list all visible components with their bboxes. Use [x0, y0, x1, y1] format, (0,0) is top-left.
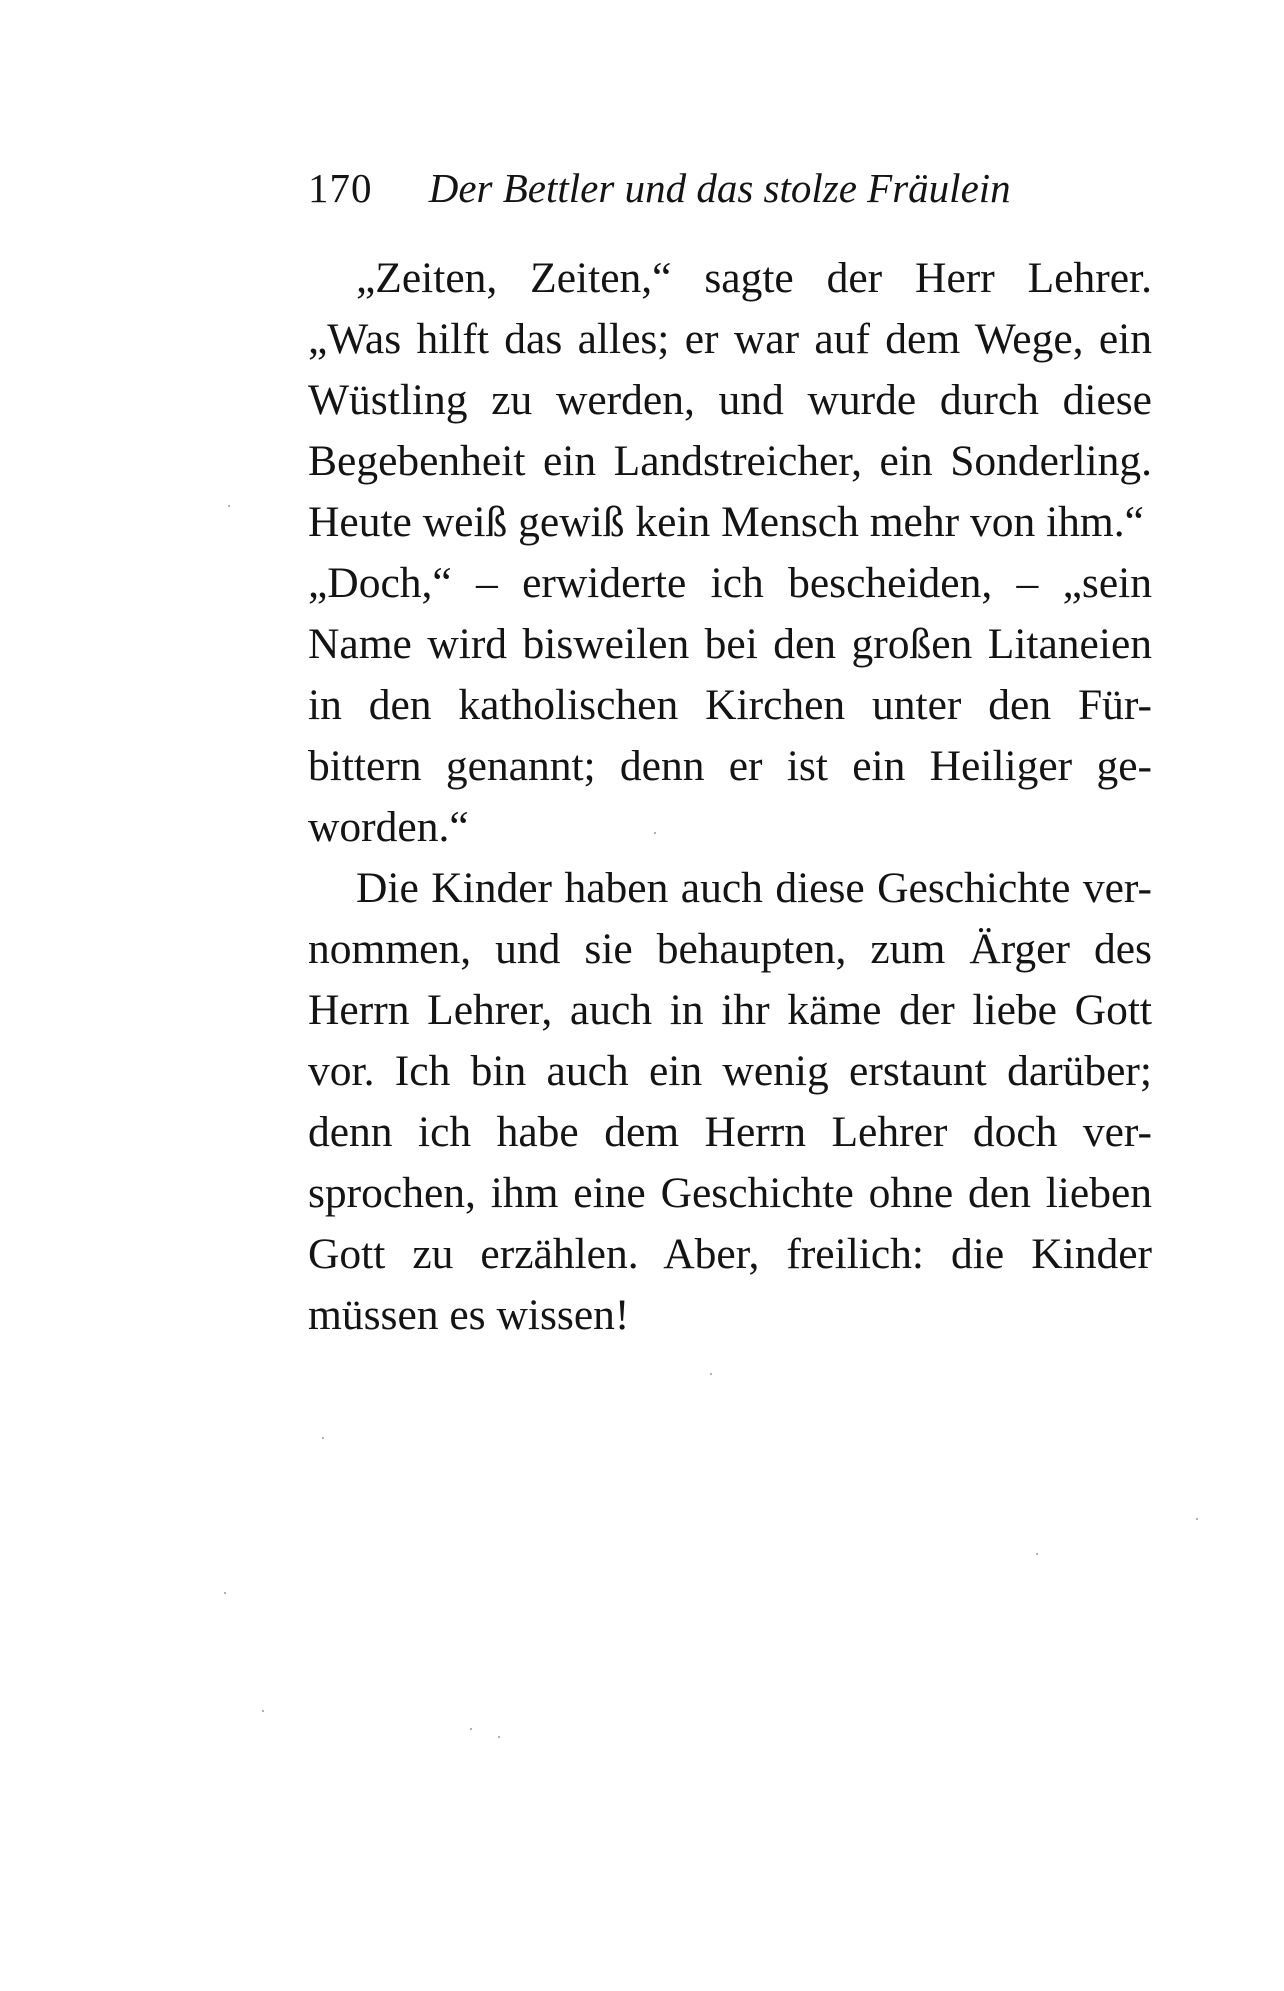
paragraph — [308, 248, 1152, 553]
scan-speck — [470, 1728, 472, 1730]
text-line: sprochen, ihm eine Geschichte ohne den lieben — [308, 1169, 1152, 1217]
text-line: Heute weiß gewiß kein Mensch mehr von ihm.“ — [308, 498, 1144, 546]
text-line: nommen, und sie behaupten, zum Ärger des — [308, 925, 1152, 973]
text-line: Herrn Lehrer, auch in ihr käme der liebe Gott — [308, 986, 1152, 1034]
text-line: Begebenheit ein Landstreicher, ein Sonderling. — [308, 437, 1152, 485]
text-line: Gott zu erzählen. Aber, freilich: die Kinder — [308, 1230, 1152, 1278]
text-line: Name wird bisweilen bei den großen Litaneien — [308, 620, 1152, 668]
scan-speck — [654, 832, 656, 834]
scan-speck — [322, 1437, 324, 1439]
text-line: müssen es wissen! — [308, 1291, 630, 1339]
scan-speck — [262, 1710, 264, 1712]
scan-speck — [224, 1592, 226, 1594]
text-line: „Doch,“ – erwiderte ich bescheiden, – „sein — [308, 559, 1152, 607]
scan-speck — [710, 1373, 712, 1375]
text-line: worden.“ — [308, 803, 469, 851]
body-text — [308, 248, 1152, 1346]
text-line: denn ich habe dem Herrn Lehrer doch ver- — [308, 1108, 1152, 1156]
text-line: in den katholischen Kirchen unter den Für- — [308, 681, 1152, 729]
paragraph — [308, 858, 1152, 1346]
scan-speck — [228, 505, 230, 507]
text-line: „Was hilft das alles; er war auf dem Wege, ein — [308, 315, 1152, 363]
page-number: 170 — [308, 165, 373, 211]
scan-speck — [1036, 1553, 1038, 1555]
scan-speck — [1196, 1518, 1198, 1520]
running-title: Der Bettler und das stolze Fräulein — [428, 165, 1011, 211]
page-header — [308, 160, 1168, 216]
text-line: Wüstling zu werden, und wurde durch diese — [308, 376, 1152, 424]
paragraph — [308, 553, 1152, 858]
text-line: „Zeiten, Zeiten,“ sagte der Herr Lehrer. — [356, 254, 1152, 302]
scan-speck — [498, 1736, 500, 1738]
text-line: Die Kinder haben auch diese Geschichte ver- — [356, 864, 1152, 912]
text-line: vor. Ich bin auch ein wenig erstaunt darüber; — [308, 1047, 1152, 1095]
text-line: bittern genannt; denn er ist ein Heiliger ge- — [308, 742, 1152, 790]
